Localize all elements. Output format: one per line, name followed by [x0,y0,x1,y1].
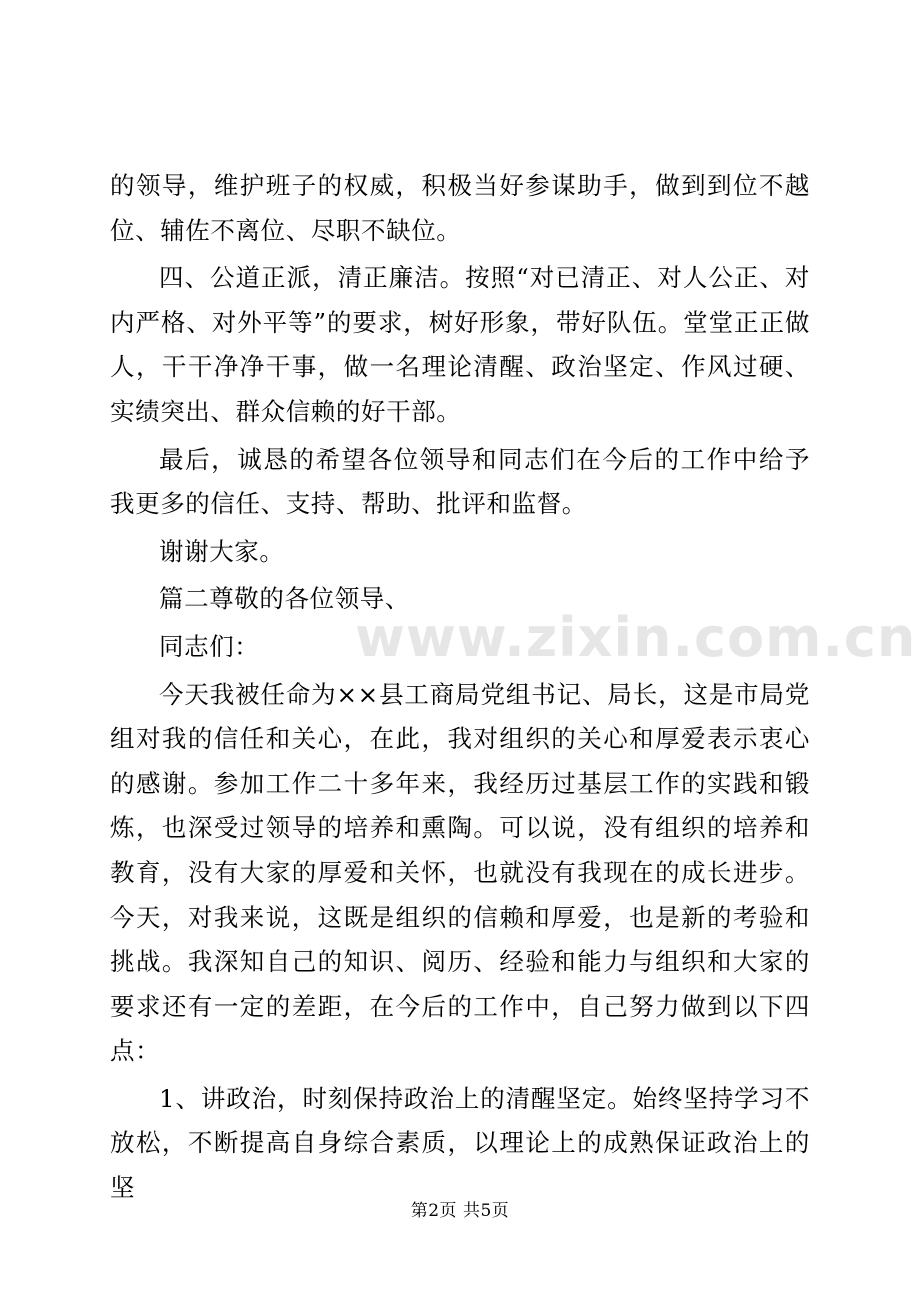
paragraph: 同志们： [159,631,260,661]
paragraph: 四、公道正派，清正廉洁。按照“对已清正、对人公正、对内严格、对外平等”的要求，树好形象，带好队伍。堂堂正正做人，干干净净干事，做一名理论清醒、政治坚定、作风过硬、实绩突出、群众信赖的好干部。 [110,263,810,426]
document-body [110,164,810,1214]
paragraph: 1、讲政治，时刻保持政治上的清醒坚定。始终坚持学习不放松，不断提高自身综合素质，以理论上的成熟保证政治上的坚 [110,1083,810,1203]
paragraph: 最后，诚恳的希望各位领导和同志们在今后的工作中给予我更多的信任、支持、帮助、批评和监督。 [110,444,810,519]
paragraph: 谢谢大家。 [159,536,285,566]
paragraph: 的领导，维护班子的权威，积极当好参谋助手，做到到位不越位、辅佐不离位、尽职不缺位。 [110,171,810,245]
paragraph: 今天我被任命为××县工商局党组书记、局长，这是市局党组对我的信任和关心，在此，我对组织的关心和厚爱表示衷心的感谢。参加工作二十多年来，我经历过基层工作的实践和锻炼，也深受过领导的培养和熏陶。可以说，没有组织的培养和教育，没有大家的厚爱和关怀，也就没有我现在的成长进步。今天，对我来说，这既是组织的信赖和厚爱，也是新的考验和挑战。我深知自己的知识、阅历、经验和能力与组织和大家的要求还有一定的差距，在今后的工作中，自己努力做到以下四点： [110,679,810,1066]
page-footer: 第2页 共5页 [410,1201,510,1221]
paragraph: 篇二尊敬的各位领导、 [159,584,410,614]
watermark: www.zixin.com.cn [355,606,917,669]
